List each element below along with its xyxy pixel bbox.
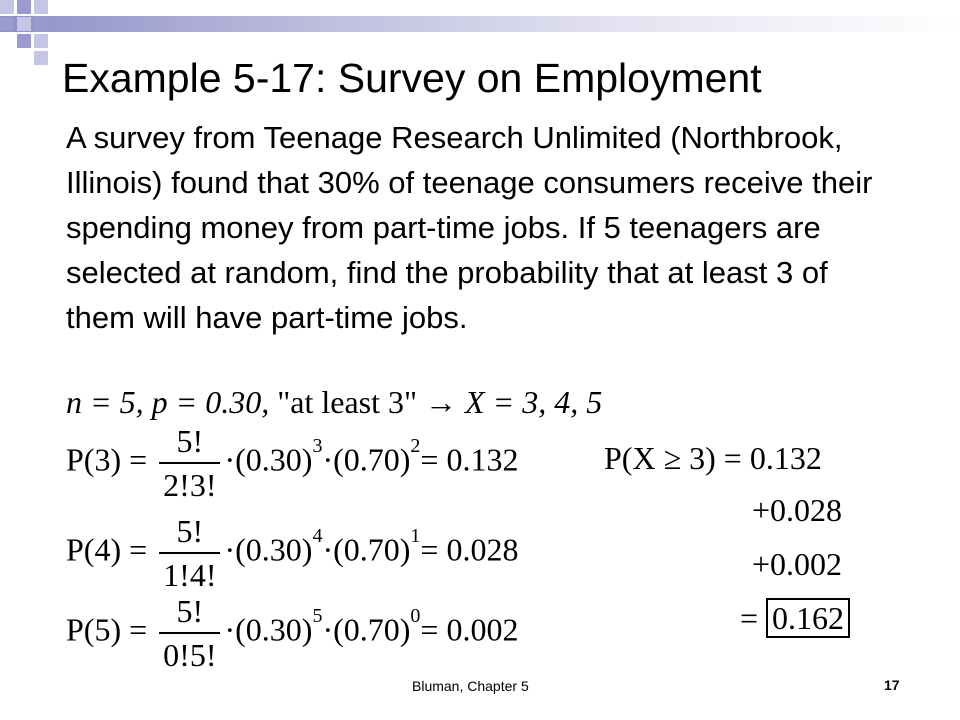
boxed-answer: 0.162 (766, 598, 850, 638)
equation-row-p3 (66, 420, 518, 506)
footer-citation: Bluman, Chapter 5 (412, 678, 529, 694)
slide-title: Example 5-17: Survey on Employment (62, 55, 762, 101)
given-x: X = 3, 4, 5 (465, 384, 603, 420)
header-gradient-bar (0, 16, 960, 32)
factor-q: ·(0.70) (322, 611, 411, 648)
equation-row-p5 (66, 590, 518, 676)
decor-square-8 (34, 34, 48, 48)
decor-square-1 (0, 0, 14, 14)
fraction (159, 510, 220, 596)
given-line (66, 382, 602, 422)
fraction (159, 420, 220, 506)
decor-square-6 (34, 17, 48, 31)
factor-p: ·(0.30) (224, 441, 313, 478)
equation-lhs: P(4) = (66, 531, 148, 568)
sum-line-1: P(X ≥ 3) = 0.132 (604, 440, 822, 476)
sum-total (740, 600, 850, 637)
factor-p: ·(0.30) (224, 611, 313, 648)
decor-square-5 (17, 17, 31, 31)
fraction-numerator: 5! (159, 420, 220, 464)
sum-line-2: +0.028 (752, 492, 843, 528)
sum-equals: = (740, 600, 759, 636)
equation-result: = 0.132 (420, 441, 519, 478)
exponent: 1 (410, 525, 421, 548)
equation-result: = 0.028 (420, 531, 519, 568)
given-n: n = 5, (66, 384, 152, 420)
equation-row-p4 (66, 510, 518, 596)
decor-square-2 (17, 0, 31, 14)
fraction-numerator: 5! (159, 590, 220, 634)
decor-square-9 (34, 51, 48, 65)
fraction-denominator: 1!4! (163, 557, 217, 593)
exponent: 0 (410, 605, 421, 628)
fraction-denominator: 0!5! (163, 637, 217, 673)
decor-square-3 (34, 0, 48, 14)
sum-line-3: +0.002 (752, 546, 843, 582)
given-p: p = 0.30, (151, 384, 278, 420)
decor-square-4 (0, 17, 14, 31)
factor-p: ·(0.30) (224, 531, 313, 568)
arrow-icon: → (417, 384, 466, 420)
decor-square-7 (17, 34, 31, 48)
fraction (159, 590, 220, 676)
equation-lhs: P(5) = (66, 611, 148, 648)
given-quote: "at least 3" (277, 384, 418, 420)
exponent: 5 (312, 605, 323, 628)
exponent: 4 (312, 525, 323, 548)
exponent: 3 (312, 435, 323, 458)
exponent: 2 (410, 435, 421, 458)
equation-result: = 0.002 (420, 611, 519, 648)
fraction-denominator: 2!3! (163, 467, 217, 503)
factor-q: ·(0.70) (322, 441, 411, 478)
factor-q: ·(0.70) (322, 531, 411, 568)
equation-lhs: P(3) = (66, 441, 148, 478)
fraction-numerator: 5! (159, 510, 220, 554)
page-number: 17 (884, 677, 900, 693)
problem-statement: A survey from Teenage Research Unlimited (Northbrook, Illinois) found that 30% of teenage consumers receive their spending money from part-time jobs. If 5 teenagers are selected at random, find the probability that at least 3 of them will have part-time jobs. (66, 120, 873, 335)
